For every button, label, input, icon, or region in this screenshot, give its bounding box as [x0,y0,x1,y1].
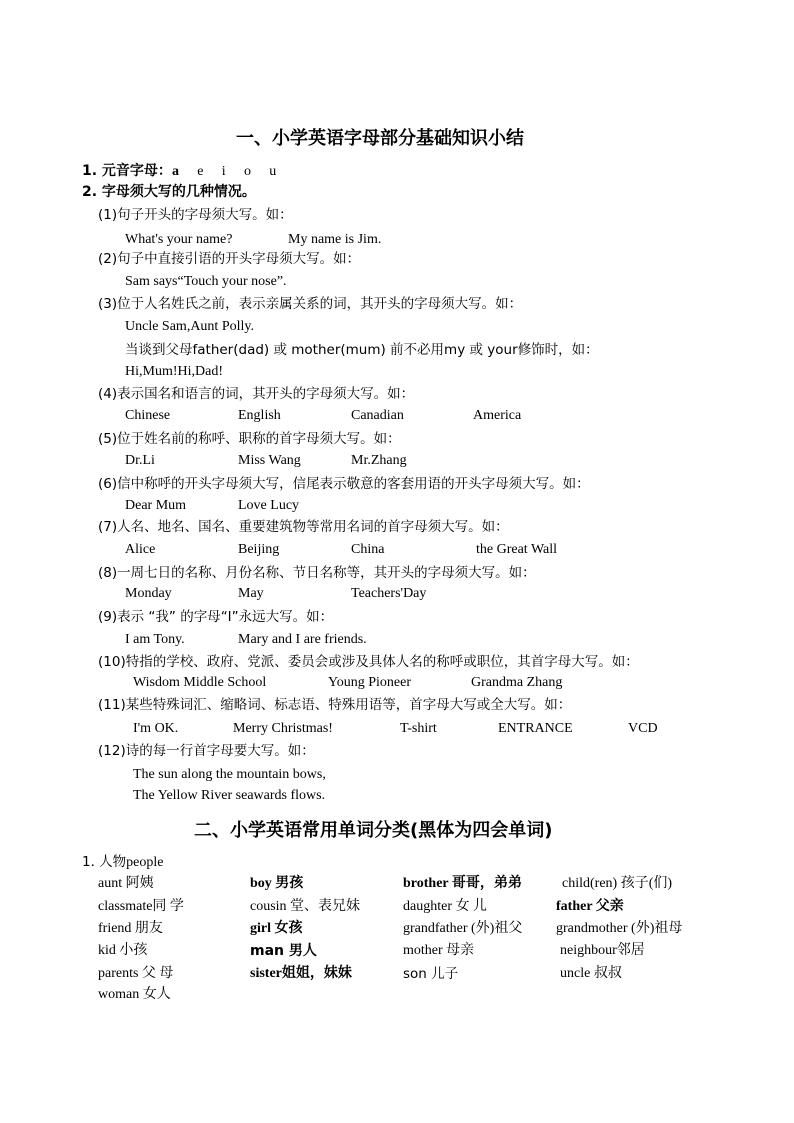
word-child: child(ren) 孩子(们) [562,876,673,891]
rule-4-example-4: America [473,408,522,423]
rule-6-example-2: Love Lucy [238,498,300,513]
rule-3-note-example: Hi,Mum!Hi,Dad! [125,364,223,379]
rule-3-note: 当谈到父母father(dad) 或 mother(mum) 前不必用my 或 your修饰时，如： [125,342,599,358]
rule-10-example-1: Wisdom Middle School [133,675,267,690]
rule-11-example-3: T-shirt [400,721,437,736]
word-son: son 儿子 [403,966,459,982]
rule-1: (1)句子开头的字母须大写。如： [98,207,293,223]
vowel-i: i [221,164,226,179]
word-boy: boy 男孩 [250,876,304,891]
rule-11-example-4: ENTRANCE [498,721,573,736]
rule-8-example-2: May [238,586,264,601]
category-people-label: 1. 人物people [82,854,164,870]
rule-5-example-1: Dr.Li [125,453,155,468]
word-woman: woman 女人 [98,987,171,1002]
rule-11-example-1: I'm OK. [133,721,179,736]
rule-2: (2)句子中直接引语的开头字母须大写。如： [98,251,361,267]
rule-10-example-3: Grandma Zhang [471,675,563,690]
rule-4: (4)表示国名和语言的词，其开头的字母须大写。如： [98,386,415,402]
rule-9-example-2: Mary and I are friends. [238,632,367,647]
word-friend: friend 朋友 [98,921,163,936]
word-man: man 男人 [250,943,317,959]
word-sister: sister姐姐，妹妹 [250,966,352,981]
rule-5: (5)位于姓名前的称呼、职称的首字母须大写。如： [98,431,401,447]
rule-11-example-5: VCD [628,721,658,736]
rule-7-example-3: China [351,542,385,557]
word-classmate: classmate同 学 [98,899,184,914]
rule-8: (8)一周七日的名称、月份名称、节日名称等，其开头的字母须大写。如： [98,565,536,581]
word-mother: mother 母亲 [403,943,475,958]
rule-10: (10)特指的学校、政府、党派、委员会或涉及具体人名的称呼或职位，其首字母大写。如： [98,654,639,670]
rule-9: (9)表示 “我” 的字母“I”永远大写。如： [98,609,334,625]
rule-11: (11)某些特殊词汇、缩略词、标志语、特殊用语等，首字母大写或全大写。如： [98,697,572,713]
word-neighbour: neighbour邻居 [560,943,645,958]
rule-8-example-1: Monday [125,586,172,601]
rule-8-example-3: Teachers'Day [351,586,427,601]
rule-4-example-2: English [238,408,281,423]
rule-1-example-2: My name is Jim. [288,232,382,247]
word-brother: brother 哥哥，弟弟 [403,876,522,891]
rule-7-example-4: the Great Wall [476,542,558,557]
rule-12-example-2: The Yellow River seawards flows. [133,788,326,803]
rule-10-example-2: Young Pioneer [328,675,411,690]
word-grandfather: grandfather (外)祖父 [403,921,523,936]
word-cousin: cousin 堂、表兄妹 [250,899,361,914]
vowel-e: e [197,164,204,179]
rule-2-example-1: Sam says“Touch your nose”. [125,274,287,289]
rule-6: (6)信中称呼的开头字母须大写，信尾表示敬意的客套用语的开头字母须大写。如： [98,476,590,492]
section-1-title: 一、小学英语字母部分基础知识小结 [236,128,524,149]
rule-5-example-2: Miss Wang [238,453,301,468]
vowel-line [82,163,276,181]
rule-1-example-1: What's your name? [125,232,233,247]
rule-3-example-1: Uncle Sam,Aunt Polly. [125,319,254,334]
rule-4-example-1: Chinese [125,408,171,423]
rule-7-example-2: Beijing [238,542,280,557]
word-parents: parents 父 母 [98,966,174,981]
vowel-a: a [171,164,179,179]
rule-12: (12)诗的每一行首字母要大写。如： [98,743,315,759]
rule-4-example-3: Canadian [351,408,404,423]
rule-5-example-3: Mr.Zhang [351,453,407,468]
vowel-label: 1. 元音字母： [82,163,172,179]
rule-7-example-1: Alice [125,542,156,557]
word-daughter: daughter 女 儿 [403,899,487,914]
vowel-o: o [243,164,251,179]
word-kid: kid 小孩 [98,943,148,958]
word-father: father 父亲 [556,899,624,914]
word-girl: girl 女孩 [250,921,303,936]
rule-3: (3)位于人名姓氏之前，表示亲属关系的词，其开头的字母须大写。如： [98,296,523,312]
section-2-title: 二、小学英语常用单词分类(黑体为四会单词) [194,820,553,841]
rule-11-example-2: Merry Christmas! [233,721,333,736]
word-uncle: uncle 叔叔 [560,966,622,981]
rule-12-example-1: The sun along the mountain bows, [133,767,326,782]
capitalization-label: 2. 字母须大写的几种情况。 [82,184,256,200]
word-grandmother: grandmother (外)祖母 [556,921,683,936]
rule-6-example-1: Dear Mum [125,498,187,513]
rule-9-example-1: I am Tony. [125,632,185,647]
rule-7: (7)人名、地名、国名、重要建筑物等常用名词的首字母须大写。如： [98,519,509,535]
vowel-u: u [269,164,277,179]
word-aunt: aunt 阿姨 [98,876,154,891]
